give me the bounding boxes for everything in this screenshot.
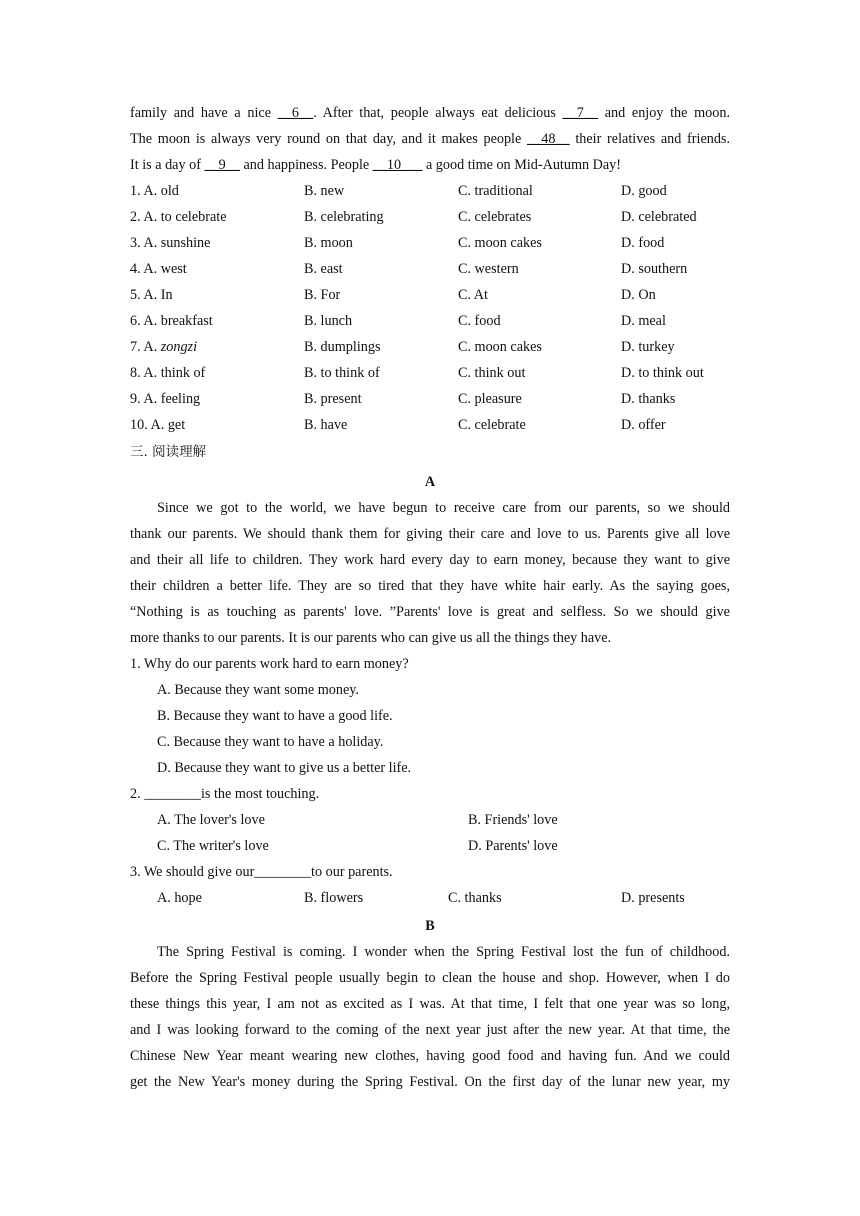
cloze-option-row — [130, 308, 730, 334]
option-d: D. food — [621, 235, 665, 251]
passage-line-1 — [130, 100, 730, 126]
passage-b-line: these things this year, I am not as excited as I was. At that time, I felt that one year was so long, — [130, 996, 730, 1012]
option-a: 9. A. feeling — [130, 391, 201, 407]
cloze-option-row — [130, 412, 730, 438]
option-b: B. celebrating — [304, 209, 384, 225]
option-c: C. celebrates — [458, 209, 532, 225]
passage-b-line: Before the Spring Festival people usually begin to clean the house and shop. However, when I do — [130, 970, 730, 986]
option-b: B. moon — [304, 235, 353, 251]
q2-option-row — [130, 833, 730, 859]
q3-option-row — [130, 885, 730, 911]
option-c: C. thanks — [448, 890, 502, 906]
cloze-option-row — [130, 178, 730, 204]
option-c: C. moon cakes — [458, 339, 542, 355]
q2-option-row — [130, 807, 730, 833]
passage-b-line: get the New Year's money during the Spring Festival. On the first day of the lunar new year, my — [130, 1074, 730, 1090]
option-c: C. traditional — [458, 183, 533, 199]
option-a: 4. A. west — [130, 261, 187, 277]
passage-b-line: Chinese New Year meant wearing new clothes, having good food and having fun. And we could — [130, 1048, 730, 1064]
passage-a-line: thank our parents. We should thank them for giving their care and love to us. Parents give all love — [130, 526, 730, 542]
text: . After that, people always eat delicious — [313, 105, 563, 121]
option-a: 5. A. In — [130, 287, 173, 303]
cloze-option-row — [130, 204, 730, 230]
option-a: 6. A. breakfast — [130, 313, 213, 329]
option-b: B. flowers — [304, 890, 364, 906]
option-a: 1. A. old — [130, 183, 179, 199]
blank-7: __7__ — [562, 105, 599, 121]
option-a: A. The lover's love — [157, 812, 265, 828]
option-d: D. On — [621, 287, 656, 303]
text: It is a day of — [130, 157, 205, 173]
question-3: 3. We should give our________to our parents. — [130, 864, 393, 880]
option-b: B. have — [304, 417, 348, 433]
text: The moon is always very round on that day, and it makes people — [130, 131, 528, 147]
passage-b-line: and I was looking forward to the coming of the next year just after the new year. At that time, the — [130, 1022, 730, 1038]
passage-b-label: B — [425, 918, 435, 934]
passage-a-line: their children a better life. They are so tired that they have white hair early. As the saying goes, — [130, 578, 730, 594]
cloze-option-row — [130, 256, 730, 282]
option-c: C. At — [458, 287, 488, 303]
option-c: C. celebrate — [458, 417, 526, 433]
blank-9: __9__ — [204, 157, 240, 173]
cloze-option-row — [130, 282, 730, 308]
blank-10: __10___ — [372, 157, 423, 173]
passage-a-label: A — [424, 474, 436, 490]
option-c: C. food — [458, 313, 501, 329]
option-c: C. The writer's love — [157, 838, 269, 854]
section-heading: 三. 阅读理解 — [130, 444, 207, 460]
option-c: C. pleasure — [458, 391, 522, 407]
option-d: D. turkey — [621, 339, 675, 355]
option-a-italic: zongzi — [160, 339, 198, 355]
option-b: B. new — [304, 183, 345, 199]
option-a: 8. A. think of — [130, 365, 206, 381]
text: their relatives and friends. — [569, 131, 730, 147]
option-d: D. presents — [621, 890, 685, 906]
option-b: B. dumplings — [304, 339, 381, 355]
passage-b-line: The Spring Festival is coming. I wonder when the Spring Festival lost the fun of childhood. — [157, 944, 730, 960]
option-d: D. southern — [621, 261, 688, 277]
passage-a-line: and their all life to children. They work hard every day to earn money, because they want to give — [130, 552, 730, 568]
option-a — [130, 334, 197, 360]
text: and happiness. People — [239, 157, 373, 173]
text: and enjoy the moon. — [598, 105, 730, 121]
option-a: 2. A. to celebrate — [130, 209, 227, 225]
passage-line-2 — [130, 126, 730, 152]
q1-option-b: B. Because they want to have a good life. — [157, 708, 393, 724]
passage-line-3 — [130, 152, 730, 178]
option-b: B. to think of — [304, 365, 380, 381]
option-a: 10. A. get — [130, 417, 186, 433]
option-a: A. hope — [157, 890, 202, 906]
option-d: D. to think out — [621, 365, 704, 381]
option-d: D. Parents' love — [468, 838, 558, 854]
passage-a-line: more thanks to our parents. It is our parents who can give us all the things they have. — [130, 630, 612, 646]
option-b: B. For — [304, 287, 341, 303]
q1-option-d: D. Because they want to give us a better life. — [157, 760, 412, 776]
blank-6: __6__ — [277, 105, 314, 121]
question-1: 1. Why do our parents work hard to earn money? — [130, 656, 409, 672]
passage-a-line: “Nothing is as touching as parents' love. ”Parents' love is great and selfless. So we should give — [130, 604, 730, 620]
option-d: D. offer — [621, 417, 666, 433]
option-b: B. present — [304, 391, 362, 407]
question-2: 2. ________is the most touching. — [130, 786, 320, 802]
option-d: D. thanks — [621, 391, 676, 407]
text: family and have a nice — [130, 105, 278, 121]
option-d: D. celebrated — [621, 209, 697, 225]
option-c: C. moon cakes — [458, 235, 542, 251]
blank-8: __48__ — [527, 131, 570, 147]
q1-option-c: C. Because they want to have a holiday. — [157, 734, 384, 750]
option-b: B. lunch — [304, 313, 353, 329]
option-c: C. think out — [458, 365, 526, 381]
cloze-option-row — [130, 360, 730, 386]
q1-option-a: A. Because they want some money. — [157, 682, 359, 698]
cloze-option-row — [130, 334, 730, 360]
cloze-option-row — [130, 230, 730, 256]
option-a: 3. A. sunshine — [130, 235, 211, 251]
option-b: B. Friends' love — [468, 812, 558, 828]
text: a good time on Mid-Autumn Day! — [422, 157, 621, 173]
option-b: B. east — [304, 261, 343, 277]
option-d: D. meal — [621, 313, 666, 329]
option-a-prefix: 7. A. — [130, 339, 161, 355]
option-d: D. good — [621, 183, 667, 199]
passage-a-line: Since we got to the world, we have begun to receive care from our parents, so we should — [157, 500, 730, 516]
cloze-option-row — [130, 386, 730, 412]
option-c: C. western — [458, 261, 519, 277]
